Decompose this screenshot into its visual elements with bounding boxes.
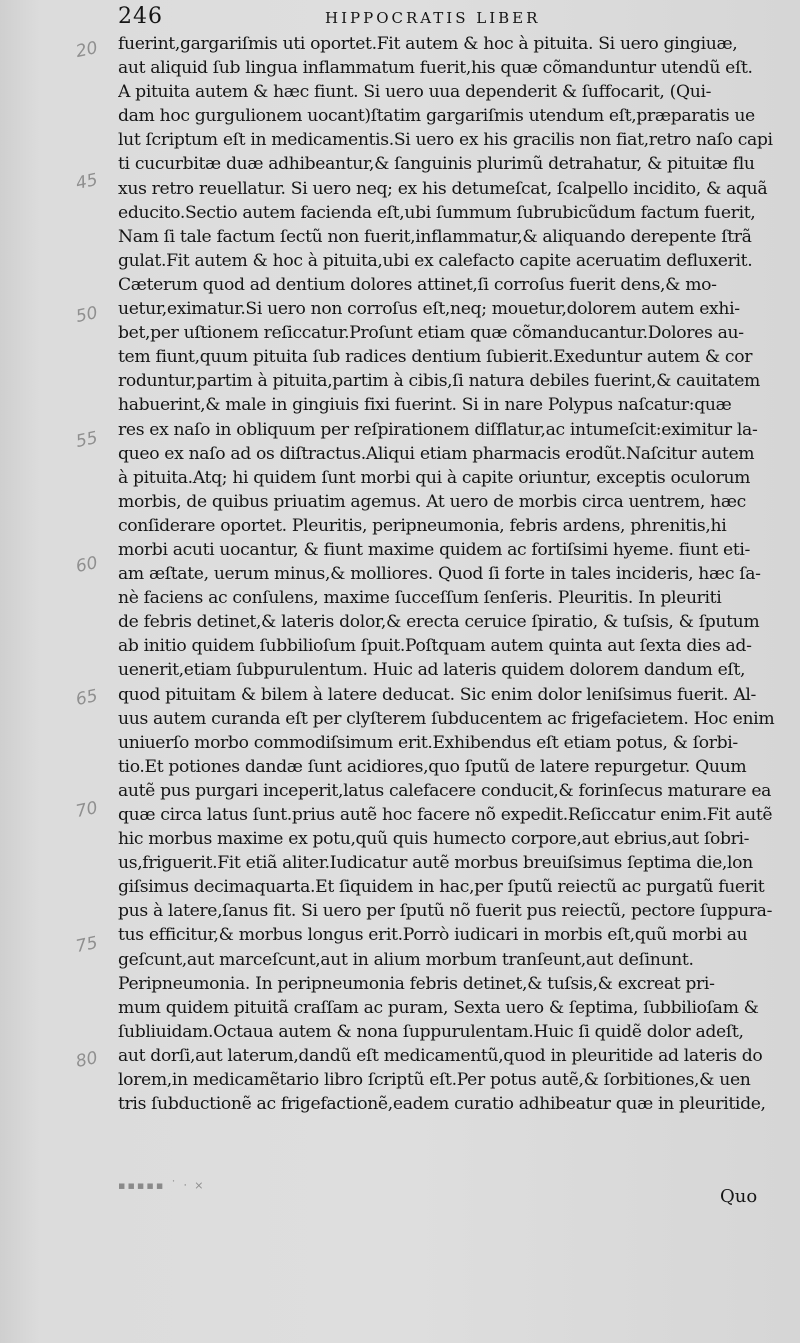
text-line: uetur,eximatur.Si uero non corroſus eſt,neq; mouetur,dolorem autem exhi- (118, 299, 740, 320)
text-line: ti cucurbitæ duæ adhibeantur,& ſanguinis plurimũ detrahatur, & pituitæ flu (118, 154, 755, 175)
text-line: uenerit,etiam ſubpurulentum. Huic ad lateris quidem dolorem dandum eſt, (118, 660, 746, 681)
margin-note: 70 (74, 797, 100, 823)
text-line: tris ſubductionẽ ac frigefactionẽ,eadem curatio adhibeatur quæ in pleuritide, (118, 1094, 766, 1115)
text-line: habuerint,& male in gingiuis fixi fuerint. Si in nare Polypus naſcatur:quæ (118, 395, 732, 416)
text-line: aut dorſi,aut laterum,dandũ eſt medicamentũ,quod in pleuritide ad lateris do (118, 1045, 763, 1066)
text-line: queo ex naſo ad os diſtractus.Aliqui etiam pharmacis erodũt.Naſcitur autem (118, 443, 755, 464)
text-line: fuerint,gargariſmis uti oportet.Fit autem & hoc à pituita. Si uero gingiuæ, (118, 34, 738, 54)
text-line: lorem,in medicamẽtario libro ſcriptũ eſt.Per potus autẽ,& ſorbitiones,& uen (118, 1070, 751, 1091)
text-line: ab initio quidem ſubbilioſum ſpuit.Poſtquam autem quinta aut ſexta dies ad- (118, 636, 752, 657)
text-line: educito.Sectio autem facienda eſt,ubi ſummum ſubrubicũdum factum fuerit, (118, 202, 756, 223)
running-title: HIPPOCRATIS LIBER (325, 9, 541, 27)
text-line: morbis, de quibus priuatim agemus. At uero de morbis circa uentrem, hæc (118, 491, 746, 512)
page-header (118, 4, 798, 30)
text-line: giſsimus decimaquarta.Et ſiquidem in hac,per ſputũ reiectũ ac purgatũ fuerit (118, 877, 765, 898)
text-line: Cæterum quod ad dentium dolores attinet,ſi corroſus fuerit dens,& mo- (118, 274, 717, 295)
text-line: xus retro reuellatur. Si uero neq; ex his detumeſcat, ſcalpello incidito, & aquã (118, 178, 768, 199)
text-line: quæ circa latus ſunt.prius autẽ hoc facere nõ expedit.Reſiccatur enim.Fit autẽ (118, 805, 773, 825)
text-line: us,friguerit.Fit etiã aliter.Iudicatur autẽ morbus breuiſsimus ſeptima die,lon (118, 853, 753, 874)
text-line: res ex naſo in obliquum per reſpirationem diſflatur,ac intumeſcit:eximitur la- (118, 419, 758, 440)
text-line: ſubliuidam.Octaua autem & nona ſuppurulentam.Huic ſi quidẽ dolor adeſt, (118, 1021, 744, 1042)
text-line: à pituita.Atq; hi quidem ſunt morbi qui à capite oriuntur, exceptis oculorum (118, 467, 751, 488)
text-line: conſiderare oportet. Pleuritis, peripneumonia, febris ardens, phrenitis,hi (118, 515, 727, 536)
text-line: geſcunt,aut marceſcunt,aut in alium morbum tranſeunt,aut deſinunt. (118, 949, 694, 970)
text-line: uus autem curanda eſt per clyſterem ſubducentem ac frigefacietem. Hoc enim (118, 708, 775, 729)
margin-note: 55 (74, 427, 100, 453)
margin-note: 50 (74, 302, 100, 328)
text-line: hic morbus maxime ex potu,quũ quis humecto corpore,aut ebrius,aut ſobri- (118, 829, 750, 850)
text-line: tio.Et potiones dandæ ſunt acidiores,quo ſputũ de latere repurgetur. Quum (118, 756, 747, 777)
text-line: roduntur,partim à pituita,partim à cibis,ſi natura debiles fuerint,& cauitatem (118, 371, 761, 392)
text-line: mum quidem pituitã craſſam ac puram, Sexta uero & ſeptima, ſubbilioſam & (118, 997, 759, 1018)
text-line: tus efficitur,& morbus longus erit.Porrò iudicari in morbis eſt,quũ morbi au (118, 925, 748, 946)
text-line: aut aliquid ſub lingua inflammatum fuerit,his quæ cõmanduntur utendũ eſt. (118, 58, 753, 79)
text-line: lut ſcriptum eſt in medicamentis.Si uero ex his gracilis non fiat,retro naſo capi (118, 130, 773, 151)
text-line: pus à latere,ſanus fit. Si uero per ſputũ nõ fuerit pus reiectũ, pectore ſuppura- (118, 901, 773, 922)
margin-note: 65 (74, 685, 100, 711)
text-line: tem fiunt,quum pituita ſub radices dentium ſubierit.Exeduntur autem & cor (118, 347, 753, 368)
text-line: Nam ſi tale factum ſectũ non fuerit,inflammatur,& aliquando derepente ſtrã (118, 226, 752, 247)
text-line: de febris detinet,& lateris dolor,& erecta ceruice ſpiratio, & tuſsis, & ſputum (118, 612, 760, 633)
text-line: uniuerſo morbo commodiſsimum erit.Exhibendus eſt etiam potus, & ſorbi- (118, 732, 738, 753)
margin-note: 60 (74, 552, 100, 578)
text-line: gulat.Fit autem & hoc à pituita,ubi ex calefacto capite aceruatim defluxerit. (118, 250, 753, 271)
text-line: morbi acuti uocantur, & fiunt maxime quidem ac fortiſsimi hyeme. fiunt eti- (118, 539, 750, 560)
margin-note: 75 (74, 932, 100, 958)
text-line: am æſtate, uerum minus,& molliores. Quod ſi forte in tales incideris, hæc ſa- (118, 564, 761, 585)
text-line: Peripneumonia. In peripneumonia febris detinet,& tuſsis,& excreat pri- (118, 973, 715, 994)
margin-note: 45 (74, 169, 100, 195)
catchword: Quo (720, 1186, 758, 1207)
text-line: quod pituitam & bilem à latere deducat. Sic enim dolor leniſsimus fuerit. Al- (118, 684, 757, 705)
margin-note: 20 (74, 37, 100, 63)
text-line: nè faciens ac conſulens, maxime ſucceſſum ſenſeris. Pleuritis. In pleuriti (118, 588, 722, 609)
margin-note: 80 (74, 1047, 100, 1073)
ink-smudge: ▪▪▪▪▪ ˙ ⸱ × (118, 1179, 206, 1192)
body-text (118, 32, 800, 1116)
text-line: bet,per uſtionem reſiccatur.Proſunt etiam quæ cõmanducantur.Dolores au- (118, 323, 744, 344)
text-line: A pituita autem & hæc fiunt. Si uero uua dependerit & ſuffocarit, (Qui- (118, 82, 712, 103)
text-line: dam hoc gurgulionem uocant)ſtatim gargariſmis utendum eſt,præparatis ue (118, 106, 755, 127)
text-line: autẽ pus purgari inceperit,latus calefacere conducit,& forinſecus maturare ea (118, 780, 772, 801)
page-number: 246 (118, 4, 163, 29)
